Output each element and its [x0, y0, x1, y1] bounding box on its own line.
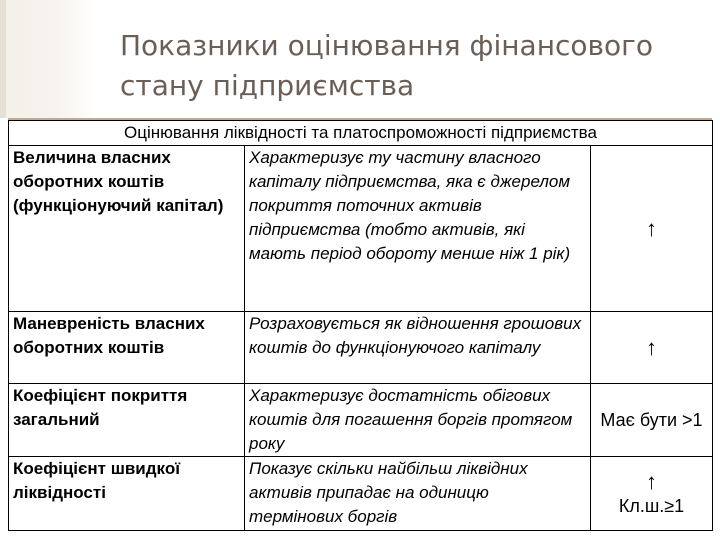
threshold-text: Має бути >1	[600, 410, 703, 430]
up-arrow-icon: ↑	[646, 215, 657, 241]
indicator-trend	[591, 146, 713, 312]
table-row	[9, 146, 713, 312]
indicator-trend	[591, 384, 713, 457]
indicator-description: Характеризує достатність обігових коштів для погашення боргів протягом року	[245, 384, 591, 457]
indicator-name: Величина власних оборотних коштів (функціонуючий капітал)	[9, 146, 245, 312]
threshold-text: Кл.ш.≥1	[618, 495, 685, 516]
liquidity-table	[8, 120, 713, 531]
indicator-description: Характеризує ту частину власного капіталу підприємства, яка є джерелом покриття поточних активів підприємства (тобто активів, які мають період обороту менше ніж 1 рік)	[245, 146, 591, 312]
table-row	[9, 384, 713, 457]
indicator-description: Розраховується як відношення грошових коштів до функціонуючого капіталу	[245, 312, 591, 384]
indicator-description: Показує скільки найбільш ліквідних активів припадає на одиницю термінових боргів	[245, 457, 591, 531]
table-header: Оцінювання ліквідності та платоспроможності підприємства	[9, 121, 713, 146]
indicator-name: Коефіцієнт швидкої ліквідності	[9, 457, 245, 531]
indicator-name: Коефіцієнт покриття загальний	[9, 384, 245, 457]
indicator-name: Маневреність власних оборотних коштів	[9, 312, 245, 384]
indicator-trend	[591, 457, 713, 531]
up-arrow-icon: ↑	[646, 334, 657, 360]
slide-title: Показники оцінювання фінансового стану підприємства	[120, 29, 654, 102]
table-row	[9, 312, 713, 384]
decorative-side-panel	[0, 0, 95, 118]
table-row	[9, 457, 713, 531]
up-arrow-icon: ↑	[646, 468, 657, 494]
indicator-trend	[591, 312, 713, 384]
table-header-row	[9, 121, 713, 146]
